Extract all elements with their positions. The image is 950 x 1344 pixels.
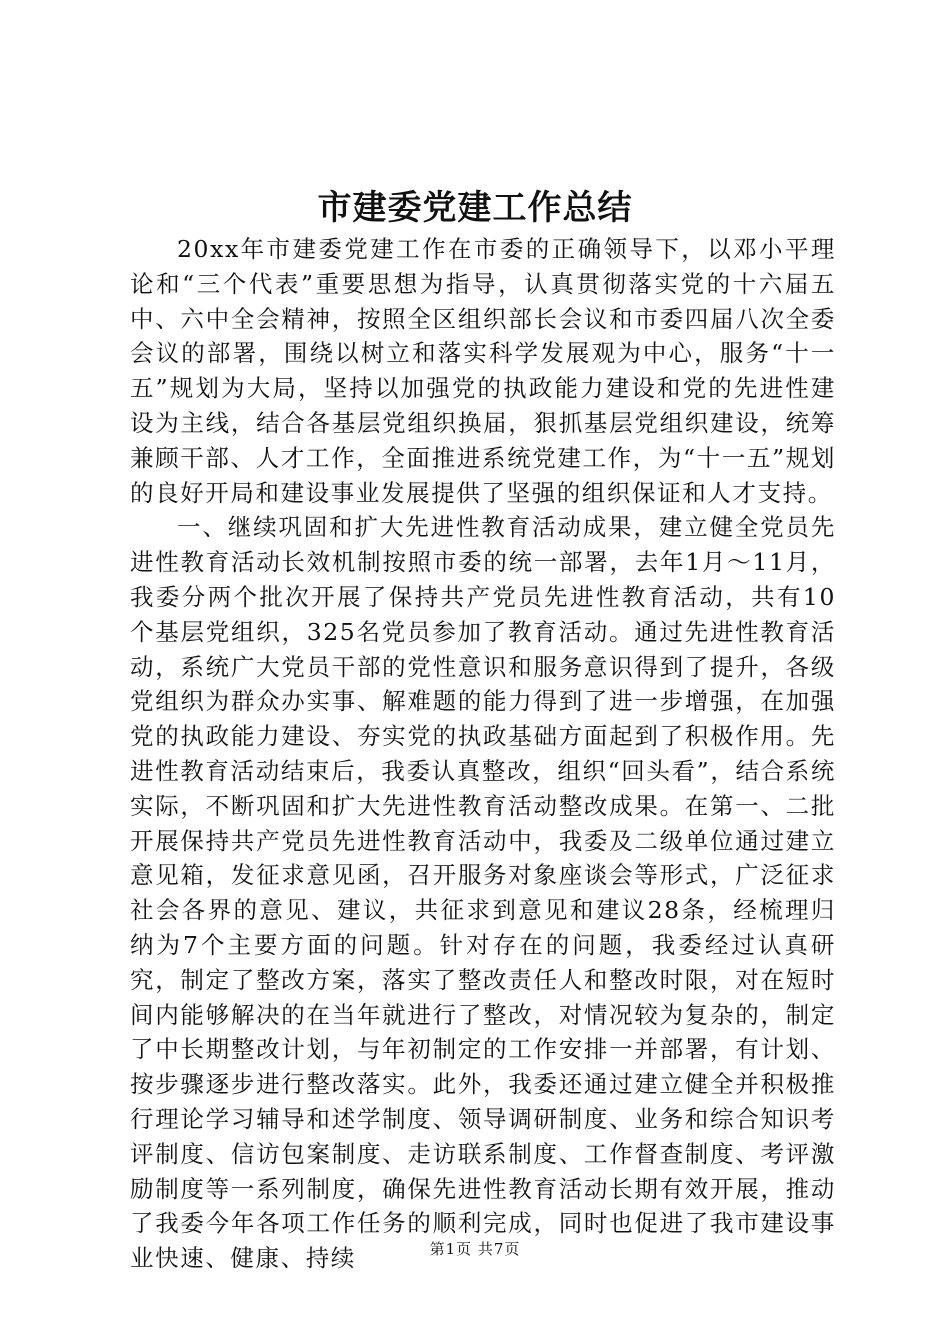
document-title: 市建委党建工作总结 [317, 188, 633, 228]
intro-paragraph: 20xx年市建委党建工作在市委的正确领导下，以邓小平理论和“三个代表”重要思想为指导，认真贯彻落实党的十六届五中、六中全会精神，按照全区组织部长会议和市委四届八次全委会议的部署，围绕以树立和落实科学发展观为中心，服务“十一五”规划为大局，坚持以加强党的执政能力建设和党的先进性建设为主线，结合各基层党组织换届，狠抓基层党组织建设，统筹兼顾干部、人才工作，全面推进系统党建工作，为“十一五”规划的良好开局和建设事业发展提供了坚强的组织保证和人才支持。 [130, 235, 836, 507]
section-one-paragraph: 一、继续巩固和扩大先进性教育活动成果，建立健全党员先进性教育活动长效机制按照市委的统一部署，去年1月～11月，我委分两个批次开展了保持共产党员先进性教育活动，共有10个基层党组织，325名党员参加了教育活动。通过先进性教育活动，系统广大党员干部的党性意识和服务意识得到了提升，各级党组织为群众办实事、解难题的能力得到了进一步增强，在加强党的执政能力建设、夯实党的执政基础方面起到了积极作用。先进性教育活动结束后，我委认真整改，组织“回头看”，结合系统实际，不断巩固和扩大先进性教育活动整改成果。在第一、二批开展保持共产党员先进性教育活动中，我委及二级单位通过建立意见箱，发征求意见函，召开服务对象座谈会等形式，广泛征求社会各界的意见、建议，共征求到意见和建议28条，经梳理归纳为7个主要方面的问题。针对存在的问题，我委经过认真研究，制定了整改方案，落实了整改责任人和整改时限，对在短时间内能够解决的在当年就进行了整改，对情况较为复杂的，制定了中长期整改计划，与年初制定的工作安排一并部署，有计划、按步骤逐步进行整改落实。此外，我委还通过建立健全并积极推行理论学习辅导和述学制度、领导调研制度、业务和综合知识考评制度、信访包案制度、走访联系制度、工作督查制度、考评激励制度等一系列制度，确保先进性教育活动长期有效开展，推动了我委今年各项工作任务的顺利完成，同时也促进了我市建设事业快速、健康、持续 [130, 513, 836, 1273]
document-body [130, 232, 836, 1276]
page-footer: 第1页 共7页 [429, 1240, 521, 1258]
